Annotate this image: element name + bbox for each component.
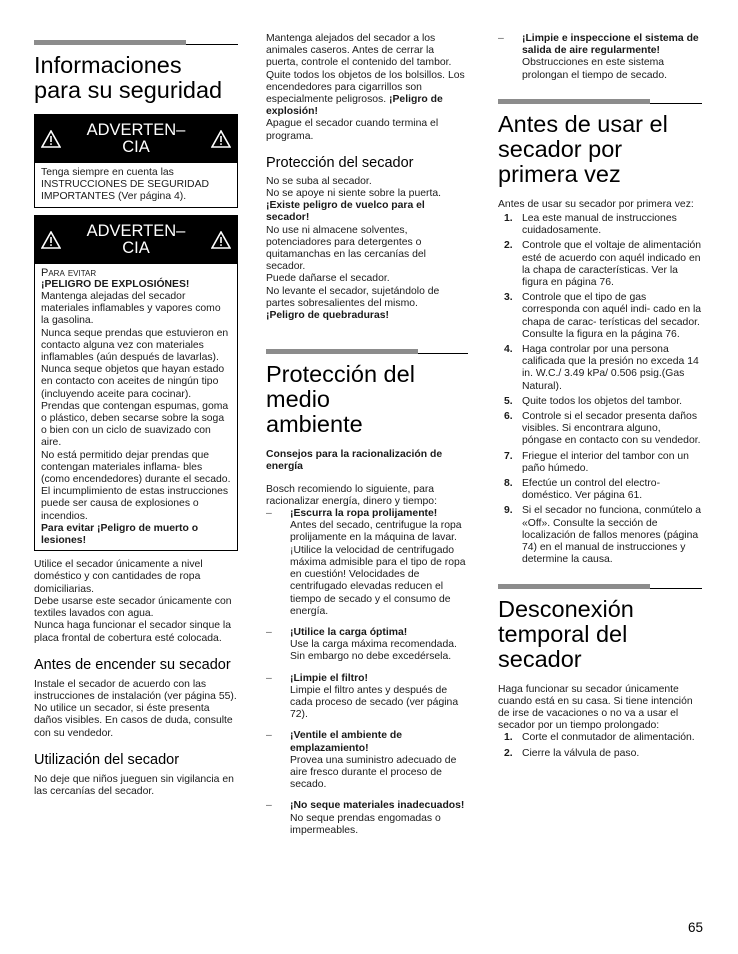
list-number: 2. (504, 747, 513, 759)
list-item (498, 505, 702, 566)
list-number: 9. (504, 505, 513, 517)
list-item (266, 508, 468, 618)
paragraph: No se suba al secador. (266, 175, 372, 187)
list-item (498, 213, 702, 237)
paragraph: Nunca haga funcionar el secador sinque la placa frontal de cobertura esté colocada. (34, 620, 231, 644)
section-title-medio-ambiente: Protección del medio ambiente (266, 361, 415, 438)
warning-box-2 (34, 215, 238, 552)
paragraph: Apague el secador cuando termina el programa. (266, 118, 439, 142)
tip-heading: ¡No seque materiales inadecuados! (290, 800, 465, 812)
list-text: Haga controlar por una persona calificada que la presión no exceda 14 in. W.C./ 3.49 kPa/ 0.506 psig.(Gas Natural). (522, 344, 699, 392)
warning-header (35, 115, 237, 163)
tip-text: Use la carga máxima recomendada. Sin embargo no debe excedérsela. (290, 639, 457, 663)
tip-heading: ¡Limpie e inspeccione el sistema de salida de aire regularmente! (522, 33, 699, 57)
section-rule (498, 99, 702, 104)
list-text: Lea este manual de instrucciones cuidadosamente. (522, 213, 677, 237)
paragraph: No se apoye ni siente sobre la puerta. (266, 188, 442, 200)
paragraph: Instale el secador de acuerdo con las instrucciones de instalación (ver página 55). (34, 678, 237, 702)
list-text: Quite todos los objetos del tambor. (522, 395, 682, 407)
list-item (498, 732, 702, 744)
subsection-title-utilizacion: Utilización del secador (34, 751, 180, 768)
tip-heading: ¡Utilice la carga óptima! (290, 626, 408, 638)
encender-text (34, 679, 238, 740)
list-item (498, 344, 702, 393)
paragraph: No levante el secador, sujetándolo de partes sobresalientes del mismo. (266, 285, 440, 309)
warning-paragraph: Para evitar ¡Peligro de muerto o lesiones! (41, 522, 199, 547)
paragraph: No use ni almacene solventes, potenciadores para detergentes o quitamanchas en las cercanías del secador. (266, 224, 426, 273)
list-item (498, 292, 702, 341)
section-title-desconexion: Desconexión temporal del secador (498, 595, 634, 672)
dash-marker: – (498, 33, 504, 44)
warning-paragraph: No está permitido dejar prendas que contengan materiales inflama- bles (como encendedores) durante el secado. (41, 449, 231, 486)
list-number: 6. (504, 411, 513, 423)
warning-body (35, 163, 237, 207)
warning-title: ADVERTEN– CIA (86, 221, 186, 257)
paragraph: ¡Existe peligro de vuelco para el secador! (266, 200, 425, 224)
list-number: 5. (504, 395, 513, 407)
tip-text: Obstrucciones en este sistema prolongan el tiempo de secado. (522, 57, 667, 81)
list-number: 1. (504, 732, 513, 744)
list-text: Controle que el tipo de gas corresponda con aquél indi- cado en la chapa de carac- terísticas del secador. Consulte la figura en la página 76. (522, 292, 702, 340)
tip-text: Provea una suministro adecuado de aire fresco durante el proceso de secado. (290, 754, 457, 791)
tip-heading: ¡Escurra la ropa prolijamente! (290, 508, 438, 520)
column-middle (266, 33, 468, 837)
subsection-title-proteccion-secador: Protección del secador (266, 154, 414, 171)
list-item (266, 673, 468, 722)
usage-notes (34, 559, 238, 644)
warning-triangle-icon (211, 231, 231, 249)
list-item (498, 411, 702, 448)
list-item (498, 240, 702, 289)
tip-text: Limpie el filtro antes y después de cada proceso de secado (ver página 72). (290, 684, 459, 721)
section-title-antes-usar: Antes de usar el secador por primera vez (498, 110, 668, 187)
paragraph: Puede dañarse el secador. (266, 273, 390, 285)
section-title-seguridad: Informaciones para su seguridad (34, 52, 223, 103)
section-rule (34, 40, 238, 45)
list-number: 2. (504, 240, 513, 252)
column-left (34, 0, 238, 798)
warning-title: ADVERTEN– CIA (86, 121, 186, 156)
paragraph: Haga funcionar su secador únicamente cuando está en su casa. Si tiene intención de irse de vacaciones o no va a usar el secador por un tiempo prolongado: (498, 683, 693, 732)
list-text: Cierre la válvula de paso. (522, 747, 640, 759)
list-item (498, 451, 702, 475)
warning-paragraph: Prendas que contengan espumas, goma o plástico, deben secarse sobre la soga o bien con un ciclo de suavizado con aire. (41, 400, 229, 449)
list-number: 1. (504, 213, 513, 225)
list-text: Efectúe un control del electro- doméstico. Ver página 61. (522, 478, 661, 502)
tips-list-continued (498, 33, 702, 82)
list-number: 3. (504, 292, 513, 304)
antes-list (498, 213, 702, 566)
section-rule (498, 584, 702, 589)
tip-heading: ¡Ventile el ambiente de emplazamiento! (290, 730, 403, 754)
warning-box-1 (34, 114, 238, 208)
paragraph: Bosch recomiendo lo siguiente, para racionalizar energía, dinero y tiempo: (266, 483, 437, 507)
list-text: Controle si el secador presenta daños visibles. Si encontrara alguno, póngase en contacto con su vendedor. (522, 411, 701, 447)
paragraph: No deje que niños jueguen sin vigilancia en las cercanías del secador. (34, 773, 234, 797)
dash-marker: – (266, 672, 272, 684)
list-item (498, 33, 702, 82)
list-number: 7. (504, 450, 513, 462)
warning-triangle-icon (41, 130, 61, 148)
paragraph (266, 70, 468, 119)
list-number: 4. (504, 344, 513, 356)
column-right (498, 33, 702, 760)
warning-paragraph: Mantenga alejadas del secador materiales inflamables y vapores como la gasolina. (41, 291, 221, 327)
list-text: Si el secador no funciona, conmútelo a «Off». Consulte la sección de localización de fallos menores (página 74) en el manual de instrucciones y determine la causa. (522, 505, 702, 566)
warning-text: Tenga siempre en cuenta las INSTRUCCIONES DE SEGURIDAD IMPORTANTES (Ver página 4). (41, 167, 210, 203)
subsection-title-encender: Antes de encender su secador (34, 656, 231, 673)
consejos-heading: Consejos para la racionalización de energía (266, 449, 443, 473)
warning-peligro: ¡PELIGRO DE EXPLOSIÓNES! (41, 278, 190, 290)
dash-marker: – (266, 626, 272, 638)
list-item (266, 730, 468, 791)
paragraph: Mantenga alejados del secador a los animales caseros. Antes de cerrar la puerta, controle el contenido del tambor. (266, 33, 452, 69)
paragraph: Utilice el secador únicamente a nivel doméstico y con cantidades de ropa domiciliarias. (34, 559, 203, 595)
warning-triangle-icon (211, 130, 231, 148)
section-rule (266, 349, 468, 354)
list-item (266, 800, 468, 837)
dash-marker: – (266, 508, 272, 520)
paragraph-bold: ¡Peligro de explosión! (266, 94, 443, 118)
warning-header (35, 216, 237, 264)
warning-body (35, 264, 237, 551)
dash-marker: – (266, 730, 272, 742)
tip-text: Antes del secado, centrifugue la ropa prolijamente en la máquina de lavar. ¡Utilice la velocidad de centrifugado máxima admisible para el tipo de ropa en cuestión! Velocidades de centrifugado elevadas reducen el tiempo de secado y el consumo de energía. (290, 520, 466, 617)
tip-text: No seque prendas engomadas o impermeables. (290, 812, 441, 836)
list-item (498, 748, 702, 760)
paragraph: No utilice un secador, si éste presenta daños visibles. En casos de duda, consulte con su vendedor. (34, 703, 233, 739)
warning-paragraph: Nunca seque objetos que hayan estado en contacto con aceites de ningún tipo (incluyendo aceite para cocinar). (41, 364, 225, 400)
desconexion-list (498, 732, 702, 759)
list-item (498, 396, 702, 408)
dash-marker: – (266, 800, 272, 812)
warning-triangle-icon (41, 231, 61, 249)
list-text: Friegue el interior del tambor con un paño húmedo. (522, 450, 689, 474)
list-text: Controle que el voltaje de alimentación esté de acuerdo con aquél indicado en la chapa de características. Ver la figura en página 76. (522, 240, 702, 289)
tips-list (266, 508, 468, 837)
warning-para-evitar: Para evitar (41, 266, 97, 279)
paragraph-text: Quite todos los objetos de los bolsillos. Los encendedores para cigarrillos son especialmente peligrosos. (266, 69, 465, 106)
paragraph: Debe usarse este secador únicamente con textiles lavados con agua. (34, 595, 232, 620)
list-text: Corte el conmutador de alimentación. (522, 732, 695, 744)
list-item (266, 627, 468, 664)
tip-heading: ¡Limpie el filtro! (290, 672, 368, 684)
warning-paragraph: Nunca seque prendas que estuvieron en contacto alguna vez con materiales inflamables (aún después de lavarlas). (41, 327, 229, 364)
paragraph: ¡Peligro de quebraduras! (266, 310, 389, 322)
page-number: 65 (688, 920, 704, 935)
list-item (498, 478, 702, 502)
list-number: 8. (504, 478, 513, 490)
warning-paragraph: El incumplimiento de estas instrucciones puede ser causa de explosiones o incendios. (41, 486, 229, 522)
proteccion-secador-text (266, 176, 468, 322)
paragraph: Antes de usar su secador por primera vez: (498, 198, 694, 210)
